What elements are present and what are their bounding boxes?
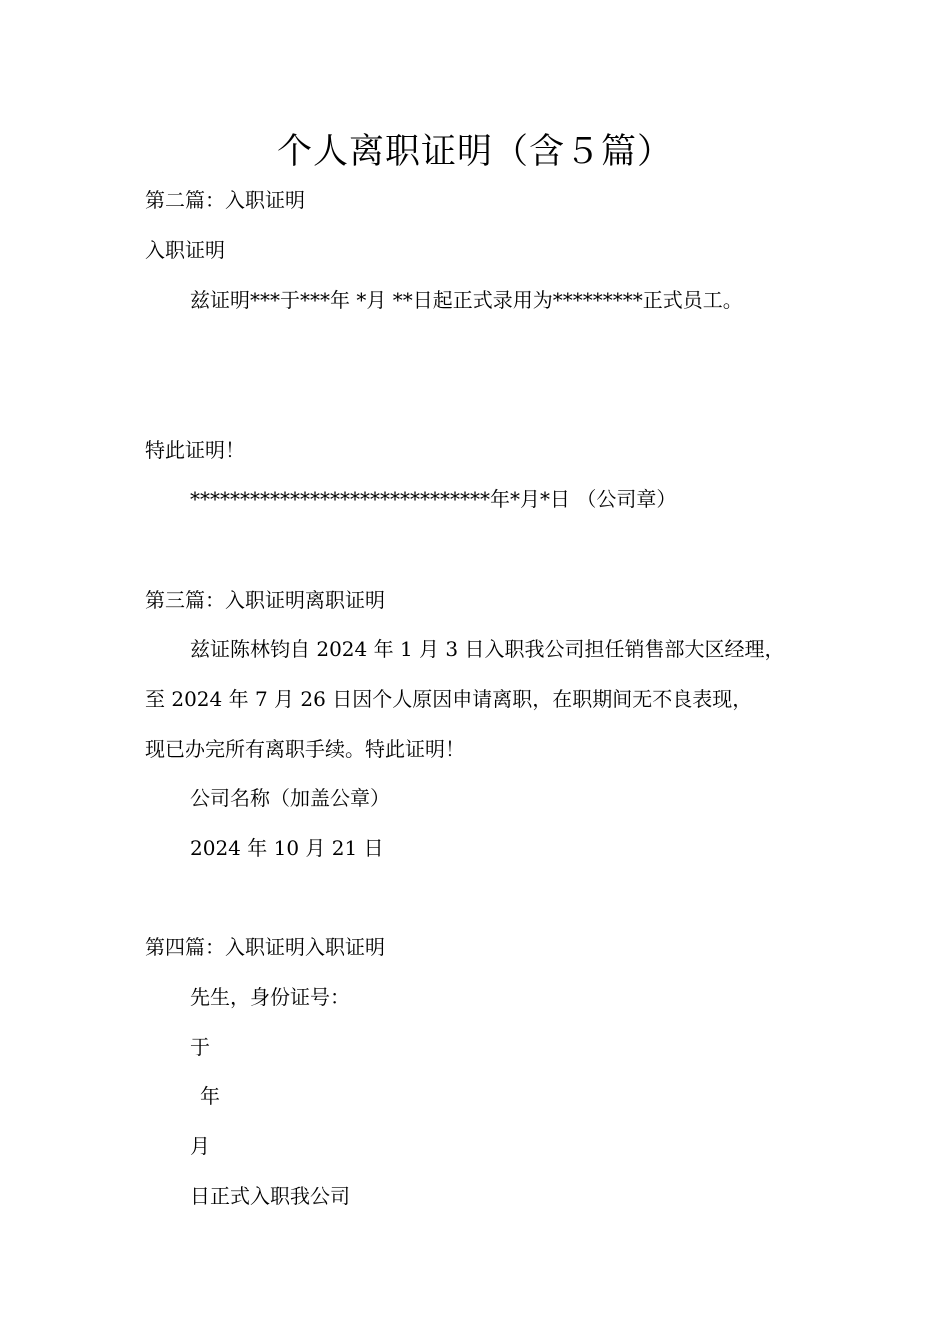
- document-title: 个人离职证明（含５篇）: [276, 132, 673, 172]
- section4-line2: 于: [190, 1035, 210, 1059]
- section3-company: 公司名称（加盖公章）: [190, 786, 390, 810]
- section3-body-line2: 至 2024 年 7 月 26 日因个人原因申请离职，在职期间无不良表现，: [145, 687, 753, 711]
- section4-heading: 第四篇：入职证明入职证明: [145, 935, 385, 959]
- section3-body-line1: 兹证陈林钧自 2024 年 1 月 3 日入职我公司担任销售部大区经理，: [190, 637, 785, 661]
- section4-line4: 月: [190, 1134, 210, 1158]
- section4-line3: 年: [200, 1084, 220, 1108]
- section2-body: 兹证明***于***年 *月 **日起正式录用为*********正式员工。: [190, 288, 743, 312]
- section3-date: 2024 年 10 月 21 日: [190, 836, 384, 860]
- section2-subtitle: 入职证明: [145, 238, 225, 262]
- section3-body-line3: 现已办完所有离职手续。特此证明！: [145, 737, 465, 761]
- section2-closing: 特此证明！: [145, 438, 245, 462]
- section3-heading: 第三篇：入职证明离职证明: [145, 588, 385, 612]
- section2-signature: ******************************年*月*日 （公司章）: [190, 487, 677, 511]
- section4-line1: 先生，身份证号：: [190, 985, 350, 1009]
- section4-line5: 日正式入职我公司: [190, 1184, 350, 1208]
- section2-heading: 第二篇：入职证明: [145, 188, 305, 212]
